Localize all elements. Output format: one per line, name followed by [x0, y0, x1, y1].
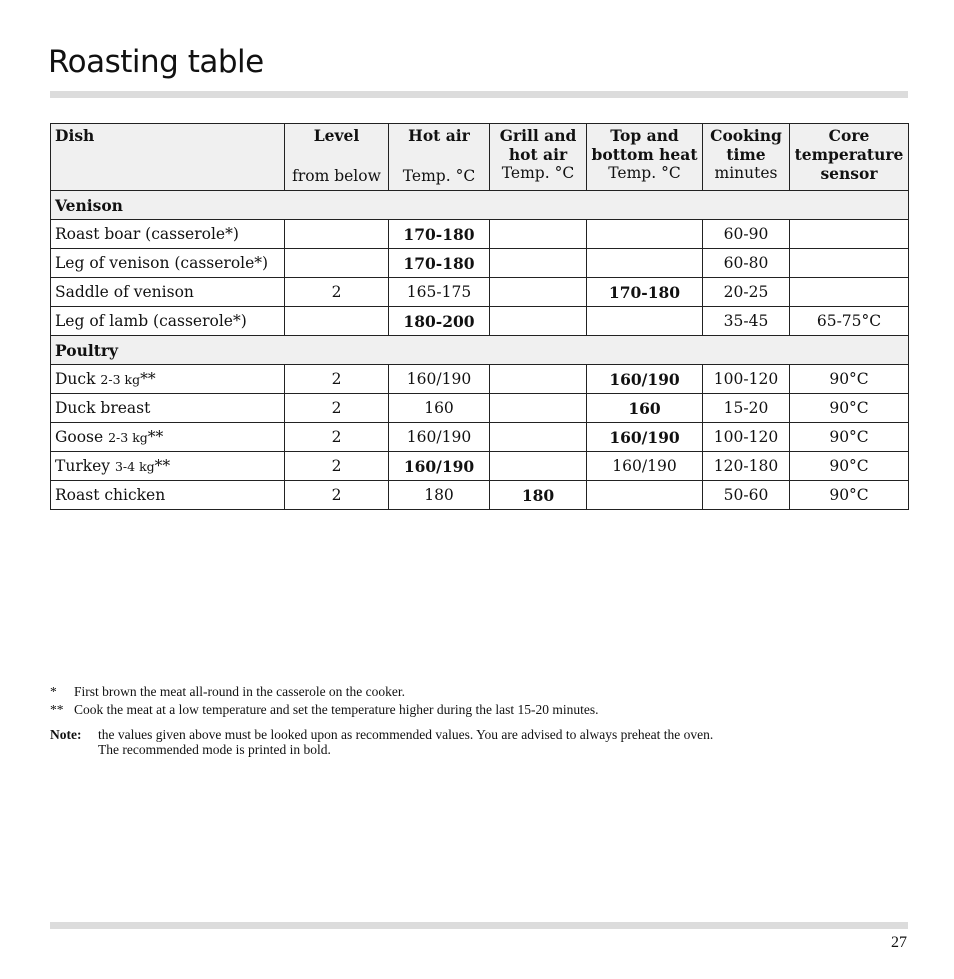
hot-air-cell: 170-180 — [389, 220, 490, 249]
header-level: Level from below — [285, 124, 389, 191]
level-cell: 2 — [285, 481, 389, 510]
time-cell: 35-45 — [703, 307, 790, 336]
grill-cell — [490, 307, 587, 336]
level-cell — [285, 220, 389, 249]
bottom-divider — [50, 922, 908, 929]
grill-cell — [490, 394, 587, 423]
top-bottom-cell: 160/190 — [587, 365, 703, 394]
dish-cell: Goose 2-3 kg** — [51, 423, 285, 452]
hot-air-cell: 160 — [389, 394, 490, 423]
note-line: The recommended mode is printed in bold. — [98, 742, 331, 757]
time-cell: 100-120 — [703, 365, 790, 394]
level-cell: 2 — [285, 394, 389, 423]
grill-cell — [490, 365, 587, 394]
header-dish: Dish — [51, 124, 285, 191]
table-header-row — [51, 124, 909, 191]
dish-cell: Turkey 3-4 kg** — [51, 452, 285, 481]
dish-cell: Roast chicken — [51, 481, 285, 510]
time-cell: 60-90 — [703, 220, 790, 249]
top-bottom-cell — [587, 249, 703, 278]
time-cell: 60-80 — [703, 249, 790, 278]
note-label: Note: — [50, 727, 82, 742]
header-cooking-time: Cooking time minutes — [703, 124, 790, 191]
section-label: Venison — [51, 191, 909, 220]
hot-air-cell: 180-200 — [389, 307, 490, 336]
table-row — [51, 365, 909, 394]
grill-cell — [490, 220, 587, 249]
core-cell — [790, 278, 909, 307]
header-hot-air: Hot air Temp. °C — [389, 124, 490, 191]
section-venison — [51, 191, 909, 220]
footnote-text: First brown the meat all-round in the casserole on the cooker. — [74, 684, 406, 699]
top-bottom-cell: 160 — [587, 394, 703, 423]
hot-air-cell: 165-175 — [389, 278, 490, 307]
footnote-text: Cook the meat at a low temperature and set the temperature higher during the last 15-20 minutes. — [74, 702, 599, 717]
dish-cell: Saddle of venison — [51, 278, 285, 307]
top-bottom-cell — [587, 220, 703, 249]
hot-air-cell: 160/190 — [389, 452, 490, 481]
time-cell: 20-25 — [703, 278, 790, 307]
header-grill-hot-air: Grill and hot air Temp. °C — [490, 124, 587, 191]
dish-cell: Leg of lamb (casserole*) — [51, 307, 285, 336]
hot-air-cell: 160/190 — [389, 423, 490, 452]
top-bottom-cell — [587, 481, 703, 510]
core-cell: 65-75°C — [790, 307, 909, 336]
footnote-mark: * — [50, 684, 57, 699]
footnote — [50, 701, 910, 719]
top-bottom-cell: 160/190 — [587, 423, 703, 452]
level-cell: 2 — [285, 452, 389, 481]
table-row — [51, 220, 909, 249]
table-row — [51, 394, 909, 423]
hot-air-cell: 160/190 — [389, 365, 490, 394]
grill-cell — [490, 423, 587, 452]
time-cell: 50-60 — [703, 481, 790, 510]
time-cell: 100-120 — [703, 423, 790, 452]
dish-cell: Leg of venison (casserole*) — [51, 249, 285, 278]
top-bottom-cell — [587, 307, 703, 336]
core-cell — [790, 249, 909, 278]
header-core-sensor: Core temperature sensor — [790, 124, 909, 191]
hot-air-cell: 170-180 — [389, 249, 490, 278]
section-label: Poultry — [51, 336, 909, 365]
core-cell: 90°C — [790, 365, 909, 394]
footnote-mark: ** — [50, 702, 64, 717]
table-row — [51, 423, 909, 452]
top-divider — [50, 91, 908, 98]
grill-cell — [490, 278, 587, 307]
core-cell: 90°C — [790, 394, 909, 423]
time-cell: 15-20 — [703, 394, 790, 423]
dish-cell: Duck 2-3 kg** — [51, 365, 285, 394]
level-cell: 2 — [285, 278, 389, 307]
top-bottom-cell: 160/190 — [587, 452, 703, 481]
core-cell — [790, 220, 909, 249]
hot-air-cell: 180 — [389, 481, 490, 510]
section-poultry — [51, 336, 909, 365]
dish-cell: Duck breast — [51, 394, 285, 423]
table-row — [51, 481, 909, 510]
core-cell: 90°C — [790, 452, 909, 481]
note-line: the values given above must be looked upon as recommended values. You are advised to always preheat the oven. — [98, 727, 714, 742]
level-cell — [285, 307, 389, 336]
top-bottom-cell: 170-180 — [587, 278, 703, 307]
level-cell: 2 — [285, 365, 389, 394]
roasting-table — [50, 123, 909, 510]
core-cell: 90°C — [790, 423, 909, 452]
dish-cell: Roast boar (casserole*) — [51, 220, 285, 249]
time-cell: 120-180 — [703, 452, 790, 481]
level-cell: 2 — [285, 423, 389, 452]
page-number: 27 — [891, 934, 907, 951]
footnotes — [50, 683, 910, 757]
grill-cell: 180 — [490, 481, 587, 510]
grill-cell — [490, 249, 587, 278]
core-cell: 90°C — [790, 481, 909, 510]
table-row — [51, 307, 909, 336]
note — [50, 727, 910, 757]
table-row — [51, 452, 909, 481]
header-top-bottom-heat: Top and bottom heat Temp. °C — [587, 124, 703, 191]
table-row — [51, 249, 909, 278]
table-row — [51, 278, 909, 307]
level-cell — [285, 249, 389, 278]
footnote — [50, 683, 910, 701]
grill-cell — [490, 452, 587, 481]
page-title: Roasting table — [48, 44, 264, 80]
